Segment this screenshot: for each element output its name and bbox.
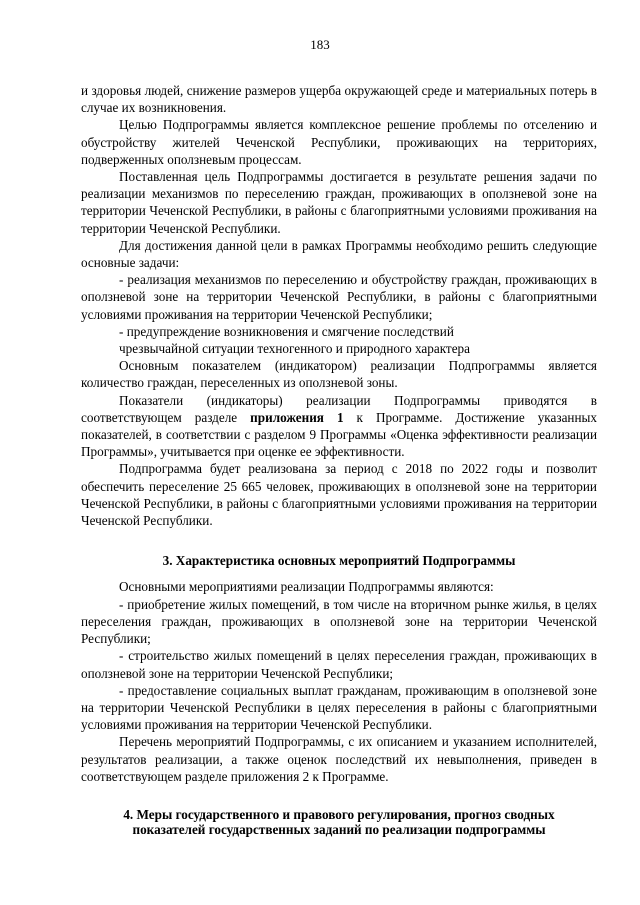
list-item: - строительство жилых помещений в целях переселения граждан, проживающих в оползневой зоне на территории Чеченской Республики; <box>81 648 597 681</box>
section-4-heading <box>81 807 597 837</box>
list-item: - приобретение жилых помещений, в том числе на вторичном рынке жилья, в целях переселения граждан, проживающих в оползневой зоне на территории Чеченской Республики; <box>81 596 597 647</box>
text-run: Показатели (индикаторы) реализации Подпрограммы приводятся в соответствующем разделе <box>81 392 597 425</box>
section-3-heading: 3. Характеристика основных мероприятий Подпрограммы <box>162 553 516 569</box>
paragraph: Перечень мероприятий Подпрограммы, с их описанием и указанием исполнителей, результатов реализации, а также оценок последствий их невыполнения, приведен в соответствующем разделе приложения 2 к Программе. <box>81 734 597 784</box>
paragraph: чрезвычайной ситуации техногенного и природного характера <box>119 341 470 357</box>
paragraph: и здоровья людей, снижение размеров ущерба окружающей среде и материальных потерь в случае их возникновения. <box>81 83 597 116</box>
paragraph <box>81 392 597 461</box>
section-4-heading-line: показателей государственных заданий по реализации подпрограммы <box>132 821 546 837</box>
list-item: - предоставление социальных выплат гражданам, проживающим в оползневой зоне на территории Чеченской Республики в целях переселения в районы с благоприятными условиями проживания на территории Чеченской Республики. <box>81 682 597 733</box>
paragraph: Для достижения данной цели в рамках Программы необходимо решить следующие основные задачи: <box>81 237 597 271</box>
paragraph: Поставленная цель Подпрограммы достигается в результате решения задачи по реализации механизмов по переселению граждан, проживающих в оползневой зоне на территории Чеченской Республики, в районы с благоприятными условиями проживания на территории Чеченской Республики. <box>81 169 597 236</box>
paragraph: Подпрограмма будет реализована за период с 2018 по 2022 годы и позволит обеспечить переселение 25 665 человек, проживающих в оползневой зоне на территории Чеченской Республики, в районы с благоприятными условиями проживания на территории Чеченской Республики. <box>81 461 597 529</box>
section-4-heading-line: 4. Меры государственного и правового регулирования, прогноз сводных <box>123 806 555 822</box>
document-body <box>81 82 597 837</box>
paragraph: Основным показателем (индикатором) реализации Подпрограммы является количество граждан, переселенных из оползневой зоны. <box>81 358 597 391</box>
bold-reference: приложения 1 <box>250 409 344 425</box>
text-run: к Программе. Достижение указанных показателей, в соответствии с разделом 9 Программы «Оценка эффективности реализации Программы», учитывается при оценке ее эффективности. <box>81 409 597 460</box>
paragraph: Целью Подпрограммы является комплексное решение проблемы по отселению и обустройству жителей Чеченской Республики, проживающих на территориях, подверженных оползневым процессам. <box>81 117 597 167</box>
list-item: - реализация механизмов по переселению и обустройству граждан, проживающих в оползневой зоне на территории Чеченской Республики, в районы с благоприятными условиями проживания на территории Чеченской Республики; <box>81 272 597 322</box>
list-item: - предупреждение возникновения и смягчение последствий <box>119 323 454 339</box>
paragraph: Основными мероприятиями реализации Подпрограммы являются: <box>119 579 494 595</box>
page-number: 183 <box>310 37 330 52</box>
